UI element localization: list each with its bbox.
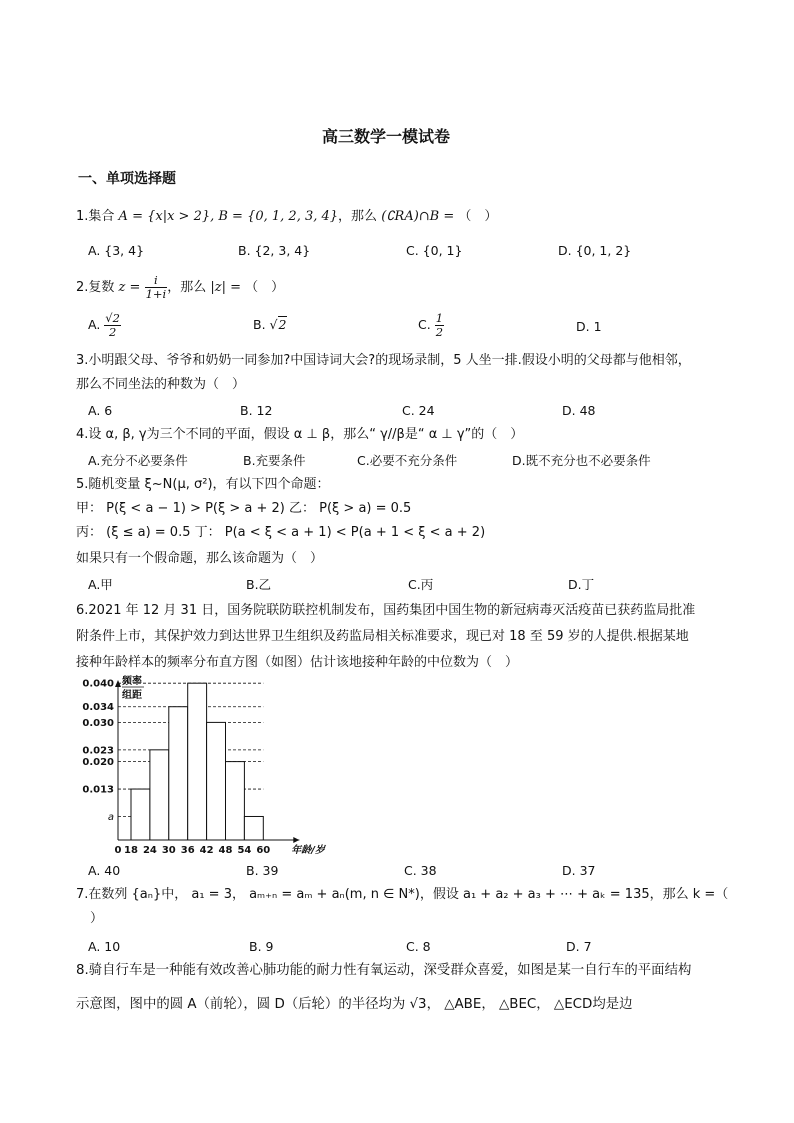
q2-option-b[interactable]	[253, 316, 287, 334]
q2-abs: |z| =	[210, 280, 241, 295]
q2-z-eq: z =	[118, 280, 141, 295]
q5-option-d[interactable]: D.丁	[568, 577, 595, 592]
q5-option-b[interactable]: B.乙	[246, 577, 272, 592]
question-6-line-2: 附条件上市，其保护效力到达世界卫生组织及药监局相关标准要求，现已对 18 至 59 岁的人提供.根据某地	[76, 629, 689, 644]
q3-option-c[interactable]: C. 24	[402, 403, 435, 418]
q2-opt-a-label: A.	[88, 317, 101, 332]
q1-option-d[interactable]: D. {0, 1, 2}	[558, 243, 632, 258]
histogram-bar-1	[150, 750, 169, 840]
q2-paren: （ ）	[245, 280, 285, 295]
x-axis-label: 年龄/岁	[291, 845, 325, 856]
y-tick-label-0: a	[107, 811, 114, 823]
histogram-bar-5	[226, 762, 245, 840]
q2-frac-den: 1+i	[145, 287, 167, 301]
x-tick-label-7: 54	[237, 845, 252, 856]
q1-math-b: (∁RA)∩B =	[381, 209, 455, 224]
q7-option-d[interactable]: D. 7	[566, 939, 592, 954]
q5-option-a[interactable]: A.甲	[88, 577, 113, 592]
x-tick-label-6: 48	[218, 845, 233, 856]
histogram-bar-0	[131, 789, 150, 840]
histogram-bar-3	[188, 683, 207, 840]
question-5-prop-2: 丙： (ξ ≤ a) = 0.5 丁： P(a < ξ < a + 1) < P(a + 1 < ξ < a + 2)	[76, 525, 486, 540]
question-4-stem: 4.设 α, β, γ为三个不同的平面，假设 α ⊥ β，那么“ γ//β是“ α ⊥ γ”的（ ）	[76, 427, 524, 442]
x-tick-label-4: 36	[180, 845, 195, 856]
q1-paren: （ ）	[458, 209, 498, 224]
q2-option-d[interactable]: D. 1	[576, 319, 602, 334]
q4-option-a[interactable]: A.充分不必要条件	[88, 453, 188, 468]
y-tick-label-1: 0.013	[82, 784, 114, 796]
q6-option-c[interactable]: C. 38	[404, 863, 437, 878]
q6-option-a[interactable]: A. 40	[88, 863, 121, 878]
question-5-stem: 5.随机变量 ξ~N(μ, σ²)，有以下四个命题：	[76, 477, 330, 492]
q4-option-b[interactable]: B.充要条件	[243, 453, 306, 468]
q5-option-c[interactable]: C.丙	[408, 577, 434, 592]
q2-option-c[interactable]	[418, 310, 444, 340]
q2-fraction	[145, 274, 168, 301]
question-8-line-2: 示意图，图中的圆 A（前轮），圆 D（后轮）的半径均为 √3， △ABE， △BEC， △ECD均是边	[76, 997, 633, 1012]
q2-opt-c-den: 2	[435, 325, 444, 339]
y-tick-label-4: 0.030	[82, 717, 114, 729]
x-tick-label-1: 18	[124, 845, 138, 856]
q1-option-b[interactable]: B. {2, 3, 4}	[238, 243, 311, 258]
y-axis-label-bottom: 组距	[122, 690, 142, 701]
question-8-line-1: 8.骑自行车是一种能有效改善心肺功能的耐力性有氧运动，深受群众喜爱，如图是某一自行车的平面结构	[76, 963, 692, 978]
histogram-bar-6	[244, 816, 263, 840]
y-tick-label-3: 0.023	[82, 745, 114, 757]
q1-option-c[interactable]: C. {0, 1}	[406, 243, 463, 258]
q2-stem-b: ，那么	[167, 280, 207, 295]
question-7-stem: 7.在数列 {aₙ}中， a₁ = 3， aₘ₊ₙ = aₘ + aₙ(m, n ∈ N*)，假设 a₁ + a₂ + a₃ + ⋯ + aₖ = 135，那么 k =（	[76, 887, 729, 902]
y-tick-label-2: 0.020	[82, 757, 114, 769]
q2-stem-a: 2.复数	[76, 280, 115, 295]
x-tick-label-8: 60	[256, 845, 271, 856]
q3-option-d[interactable]: D. 48	[562, 403, 596, 418]
sqrt-icon: √	[269, 317, 278, 332]
q2-option-a[interactable]	[88, 310, 121, 340]
x-axis-arrow-icon	[293, 837, 299, 843]
q7-option-b[interactable]: B. 9	[249, 939, 274, 954]
y-tick-label-5: 0.034	[82, 702, 114, 714]
question-6-line-3: 接种年龄样本的频率分布直方图（如图）估计该地接种年龄的中位数为（ ）	[76, 655, 519, 670]
q7-option-c[interactable]: C. 8	[406, 939, 431, 954]
histogram-bar-4	[207, 722, 226, 840]
q1-math-a: A = {x|x > 2}, B = {0, 1, 2, 3, 4}	[118, 209, 339, 224]
question-7-close: ）	[90, 911, 104, 926]
question-3-line-1: 3.小明跟父母、爷爷和奶奶一同参加?中国诗词大会?的现场录制，5 人坐一排.假设小明的父母都与他相邻，	[76, 353, 691, 368]
q2-opt-b-label: B.	[253, 317, 266, 332]
question-6-line-1: 6.2021 年 12 月 31 日，国务院联防联控机制发布，国药集团中国生物的新冠病毒灭活疫苗已获药监局批准	[76, 603, 696, 618]
section-heading: 一、单项选择题	[78, 171, 176, 187]
x-tick-label-2: 24	[142, 845, 157, 856]
q4-option-c[interactable]: C.必要不充分条件	[357, 453, 458, 468]
page-title: 高三数学一模试卷	[322, 127, 451, 146]
q3-option-b[interactable]: B. 12	[240, 403, 273, 418]
x-tick-label-0: 0	[114, 845, 122, 856]
question-5-ask: 如果只有一个假命题，那么该命题为（ ）	[76, 551, 324, 566]
question-1-stem	[76, 208, 497, 226]
histogram-chart	[80, 672, 380, 862]
question-2-stem	[76, 274, 284, 302]
q2-opt-a-den: 2	[108, 325, 117, 339]
histogram-bar-2	[169, 707, 188, 840]
q3-option-a[interactable]: A. 6	[88, 403, 113, 418]
y-axis-label-top: 频率	[122, 676, 142, 687]
q2-opt-c-frac	[435, 312, 444, 339]
y-tick-label-6: 0.040	[82, 678, 114, 690]
x-tick-label-5: 42	[199, 845, 214, 856]
q2-frac-num: i	[145, 274, 168, 288]
q6-option-d[interactable]: D. 37	[562, 863, 596, 878]
question-5-prop-1: 甲： P(ξ < a − 1) > P(ξ > a + 2) 乙： P(ξ > a) = 0.5	[76, 501, 412, 516]
q4-option-d[interactable]: D.既不充分也不必要条件	[512, 453, 651, 468]
q2-opt-c-num: 1	[435, 311, 444, 325]
q2-opt-b-val: 2	[278, 317, 287, 332]
x-tick-label-3: 30	[161, 845, 176, 856]
q6-option-b[interactable]: B. 39	[246, 863, 279, 878]
question-3-line-2: 那么不同坐法的种数为（ ）	[76, 377, 246, 392]
q2-opt-a-num: √2	[105, 311, 120, 325]
q2-opt-a-frac	[104, 312, 121, 339]
q2-opt-c-label: C.	[418, 317, 431, 332]
q1-stem-b: ，那么	[338, 209, 378, 224]
q1-stem-a: 1.集合	[76, 209, 115, 224]
q7-option-a[interactable]: A. 10	[88, 939, 121, 954]
q1-option-a[interactable]: A. {3, 4}	[88, 243, 145, 258]
